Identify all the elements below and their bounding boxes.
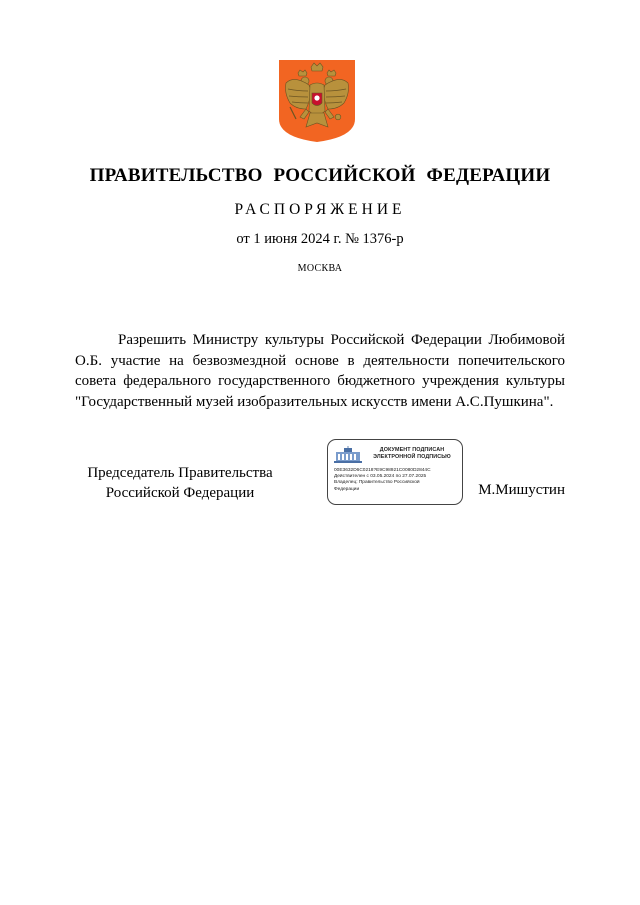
- stamp-header-line2: ЭЛЕКТРОННОЙ ПОДПИСЬЮ: [373, 454, 451, 460]
- certificate-validity: Действителен с 03.05.2024 по 27.07.2025: [334, 474, 427, 480]
- signatory-position-line2: Российской Федерации: [105, 485, 255, 501]
- document-type: РАСПОРЯЖЕНИЕ: [234, 201, 406, 218]
- stamp-header: [366, 447, 458, 461]
- government-building-icon: [333, 446, 363, 464]
- signatory-name: М.Мишустин: [478, 482, 565, 498]
- document-date-number: от 1 июня 2024 г. № 1376-р: [236, 231, 404, 247]
- document-city: МОСКВА: [297, 263, 343, 274]
- certificate-serial: 00E3632D6C0218?E9C98921C0080D2844C: [334, 468, 431, 473]
- body-paragraph: Разрешить Министру культуры Российской Федерации Любимовой О.Б. участие на безвозмездной основе в деятельности попечительского совета федерального государственного бюджетного учреждения культуры "Государственный музей изобразительных искусств имени А.С.Пушкина".: [75, 332, 565, 410]
- stamp-header-line1: ДОКУМЕНТ ПОДПИСАН: [379, 447, 445, 453]
- signatory-position: [75, 463, 285, 503]
- document-body: [75, 330, 565, 412]
- certificate-owner-line2: Федерации: [334, 486, 360, 492]
- certificate-owner-line1: Владелец: Правительство Российской: [334, 480, 420, 486]
- signatory-position-line1: Председатель Правительства: [87, 465, 273, 481]
- government-title: ПРАВИТЕЛЬСТВО РОССИЙСКОЙ ФЕДЕРАЦИИ: [89, 165, 551, 186]
- electronic-signature-stamp: [327, 439, 463, 505]
- stamp-details: [334, 468, 460, 493]
- russian-coat-of-arms-icon: [276, 57, 358, 143]
